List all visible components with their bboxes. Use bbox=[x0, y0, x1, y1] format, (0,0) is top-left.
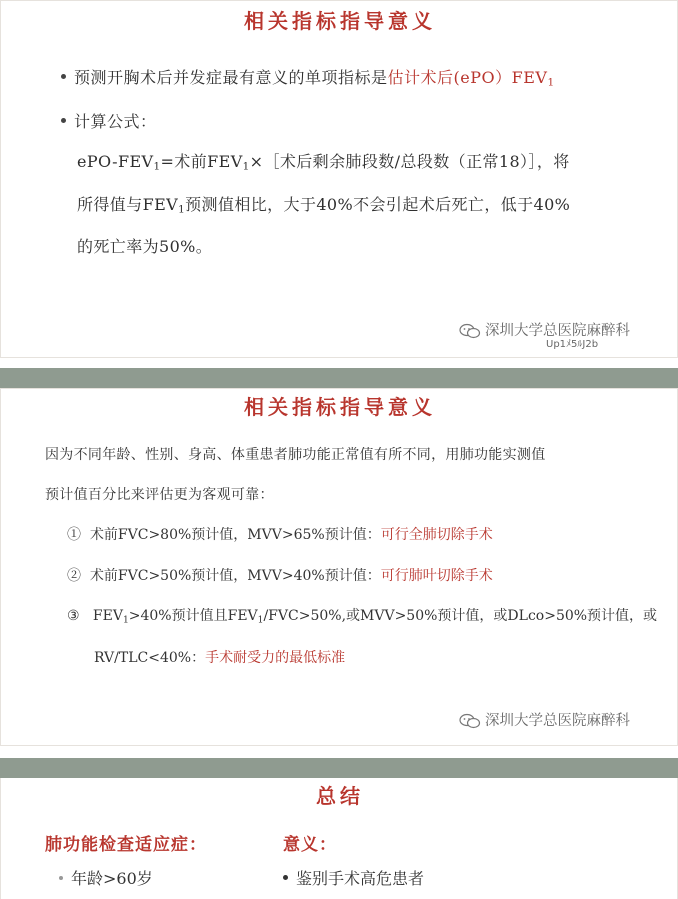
watermark-text: 深圳大学总医院麻醉科 bbox=[485, 323, 630, 339]
criteria-item-1 bbox=[67, 524, 493, 544]
formula-line-2: 所得值与$FEV_1$预测值相比，大于40%不会引起术后死亡，低于40% bbox=[77, 194, 571, 216]
item-number: ① bbox=[67, 527, 81, 543]
bullet-single-indicator bbox=[61, 65, 555, 89]
intro-line-1: 因为不同年龄、性别、身高、体重患者肺功能正常值有所不同，用肺功能实测值 bbox=[45, 447, 546, 463]
intro-line-2: 预计值百分比来评估更为客观可靠： bbox=[45, 487, 274, 503]
item-number: ③ bbox=[67, 608, 80, 624]
watermark bbox=[459, 709, 630, 730]
watermark-text: 深圳大学总医院麻醉科 bbox=[485, 713, 630, 729]
highlight-ePO-FEV1: 估计术后$(ePO)FEV_1$ bbox=[387, 68, 555, 89]
slide-1-title: 相关指标指导意义 bbox=[244, 9, 436, 33]
criteria-item-3: ③ $FEV_1>40\%$预计值且$FEV_1/FVC>50\%$,或MVV>50%预计值，或DLco>50%预计值，或 bbox=[67, 608, 658, 626]
item-conclusion: 可行肺叶切除手术 bbox=[380, 568, 493, 584]
overlay-text: Up1ﾒ5ﾙJ2b bbox=[546, 339, 599, 350]
item-conclusion: 手术耐受力的最低标准 bbox=[205, 650, 346, 666]
bullet-dot bbox=[59, 876, 63, 880]
bullet-dot bbox=[61, 74, 66, 79]
slide-3-title: 总结 bbox=[316, 784, 364, 808]
significance-item: 鉴别手术高危患者 bbox=[283, 866, 424, 889]
bullet-formula-label bbox=[61, 109, 157, 132]
criteria-item-2 bbox=[67, 565, 493, 585]
bullet-text: 计算公式： bbox=[74, 112, 157, 131]
slide-3 bbox=[0, 778, 678, 899]
slide-3-header-band bbox=[0, 758, 678, 778]
wechat-icon bbox=[459, 323, 481, 339]
wechat-icon bbox=[459, 713, 481, 729]
slide-2-header-band bbox=[0, 368, 678, 388]
item-text: 术前FVC>50%预计值，MVV>40%预计值： bbox=[89, 568, 381, 584]
indications-heading: 肺功能检查适应症： bbox=[45, 835, 207, 855]
formula-line-1: ePO-$FEV_1=$术前$FEV_1\times[$术后剩余肺段数/总段数（正常18）］，将 bbox=[77, 152, 570, 173]
item-text: RV/TLC<40%： bbox=[94, 650, 206, 666]
slide-1 bbox=[0, 0, 678, 358]
item-conclusion: 可行全肺切除手术 bbox=[380, 527, 493, 543]
item-number: ② bbox=[67, 568, 81, 584]
significance-heading: 意义： bbox=[283, 835, 337, 855]
bullet-dot bbox=[283, 875, 288, 880]
bullet-dot bbox=[61, 118, 66, 123]
criteria-item-3-line-2 bbox=[94, 647, 345, 667]
watermark bbox=[459, 319, 630, 340]
indication-item: 年龄>60岁 bbox=[59, 866, 153, 889]
bullet-text: 预测开胸术后并发症最有意义的单项指标是 bbox=[74, 68, 388, 87]
item-text: 术前FVC>80%预计值，MVV>65%预计值： bbox=[89, 527, 381, 543]
formula-paragraph bbox=[77, 143, 657, 265]
slide-2-title: 相关指标指导意义 bbox=[244, 395, 436, 419]
formula-line-3: 的死亡率为50%。 bbox=[77, 237, 213, 257]
slide-2 bbox=[0, 388, 678, 746]
